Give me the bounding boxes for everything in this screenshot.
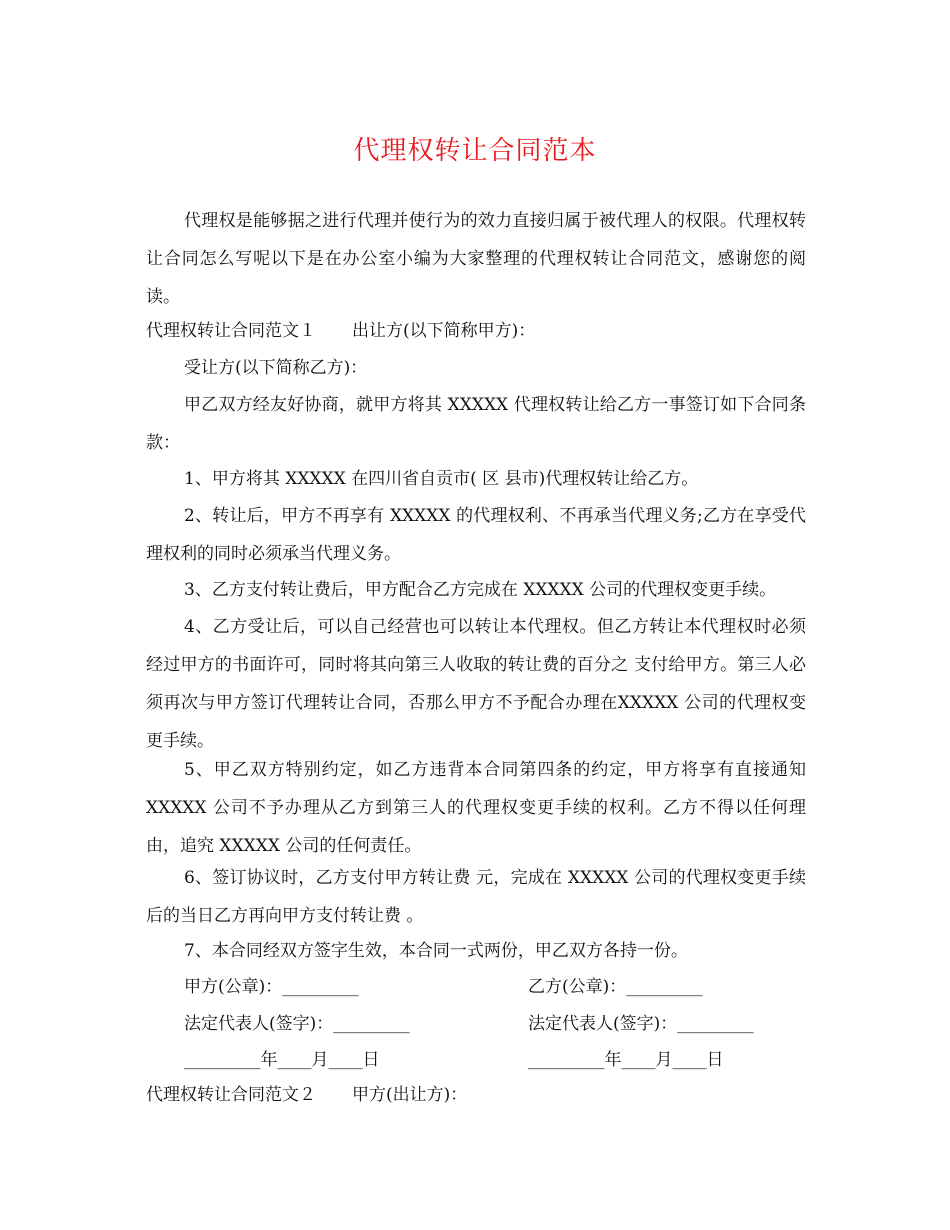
clause-6: 6、签订协议时，乙方支付甲方转让费 元，完成在 XXXXX 公司的代理权变更手续后的当日乙方再向甲方支付转让费 。	[146, 868, 806, 926]
party-a-seal: 甲方(公章)：_________	[184, 977, 359, 997]
clause-3: 3、乙方支付转让费后，甲方配合乙方完成在 XXXXX 公司的代理权变更手续。	[184, 580, 777, 600]
party-b-seal: 乙方(公章)：_________	[528, 977, 703, 997]
section1-heading: 代理权转让合同范文１	[146, 321, 316, 341]
clause-2: 2、转让后，甲方不再享有 XXXXX 的代理权利、不再承当代理义务;乙方在享受代理权利的同时必须承当代理义务。	[146, 506, 806, 564]
section1-party-b: 受让方(以下简称乙方)：	[184, 358, 368, 378]
section2-party-a: 甲方(出让方)：	[352, 1085, 468, 1105]
clause-5: 5、甲乙双方特别约定，如乙方违背本合同第四条的约定，甲方将享有直接通知 XXXXX 公司不予办理从乙方到第三人的代理权变更手续的权利。乙方不得以任何理由，追究 XXXXX 公司的任何责任。	[146, 760, 806, 856]
rep-a-signature: 法定代表人(签字)：_________	[184, 1014, 410, 1034]
clause-4: 4、乙方受让后，可以自己经营也可以转让本代理权。但乙方转让本代理权时必须经过甲方的书面许可，同时将其向第三人收取的转让费的百分之 支付给甲方。第三人必须再次与甲方签订代理转让合同，否那么甲方不予配合办理在XXXXX 公司的代理权变更手续。	[146, 617, 806, 751]
date-b: _________年____月____日	[528, 1050, 724, 1070]
clause-7: 7、本合同经双方签字生效，本合同一式两份，甲乙双方各持一份。	[184, 941, 688, 961]
clause-1: 1、甲方将其 XXXXX 在四川省自贡市( 区 县市)代理权转让给乙方。	[184, 469, 699, 489]
section2-heading-line	[146, 1076, 826, 1114]
rep-b-signature: 法定代表人(签字)：_________	[528, 1014, 754, 1034]
date-a: _________年____月____日	[184, 1050, 380, 1070]
section2-heading: 代理权转让合同范文２	[146, 1085, 316, 1105]
section1-party-a: 出让方(以下简称甲方)：	[352, 321, 536, 341]
section1-preamble: 甲乙双方经友好协商，就甲方将其 XXXXX 代理权转让给乙方一事签订如下合同条款：	[146, 395, 806, 453]
section1-heading-line	[146, 312, 826, 350]
document-title: 代理权转让合同范本	[353, 136, 597, 166]
intro-paragraph: 代理权是能够据之进行代理并使行为的效力直接归属于被代理人的权限。代理权转让合同怎么写呢以下是在办公室小编为大家整理的代理权转让合同范文，感谢您的阅读。	[146, 211, 806, 307]
